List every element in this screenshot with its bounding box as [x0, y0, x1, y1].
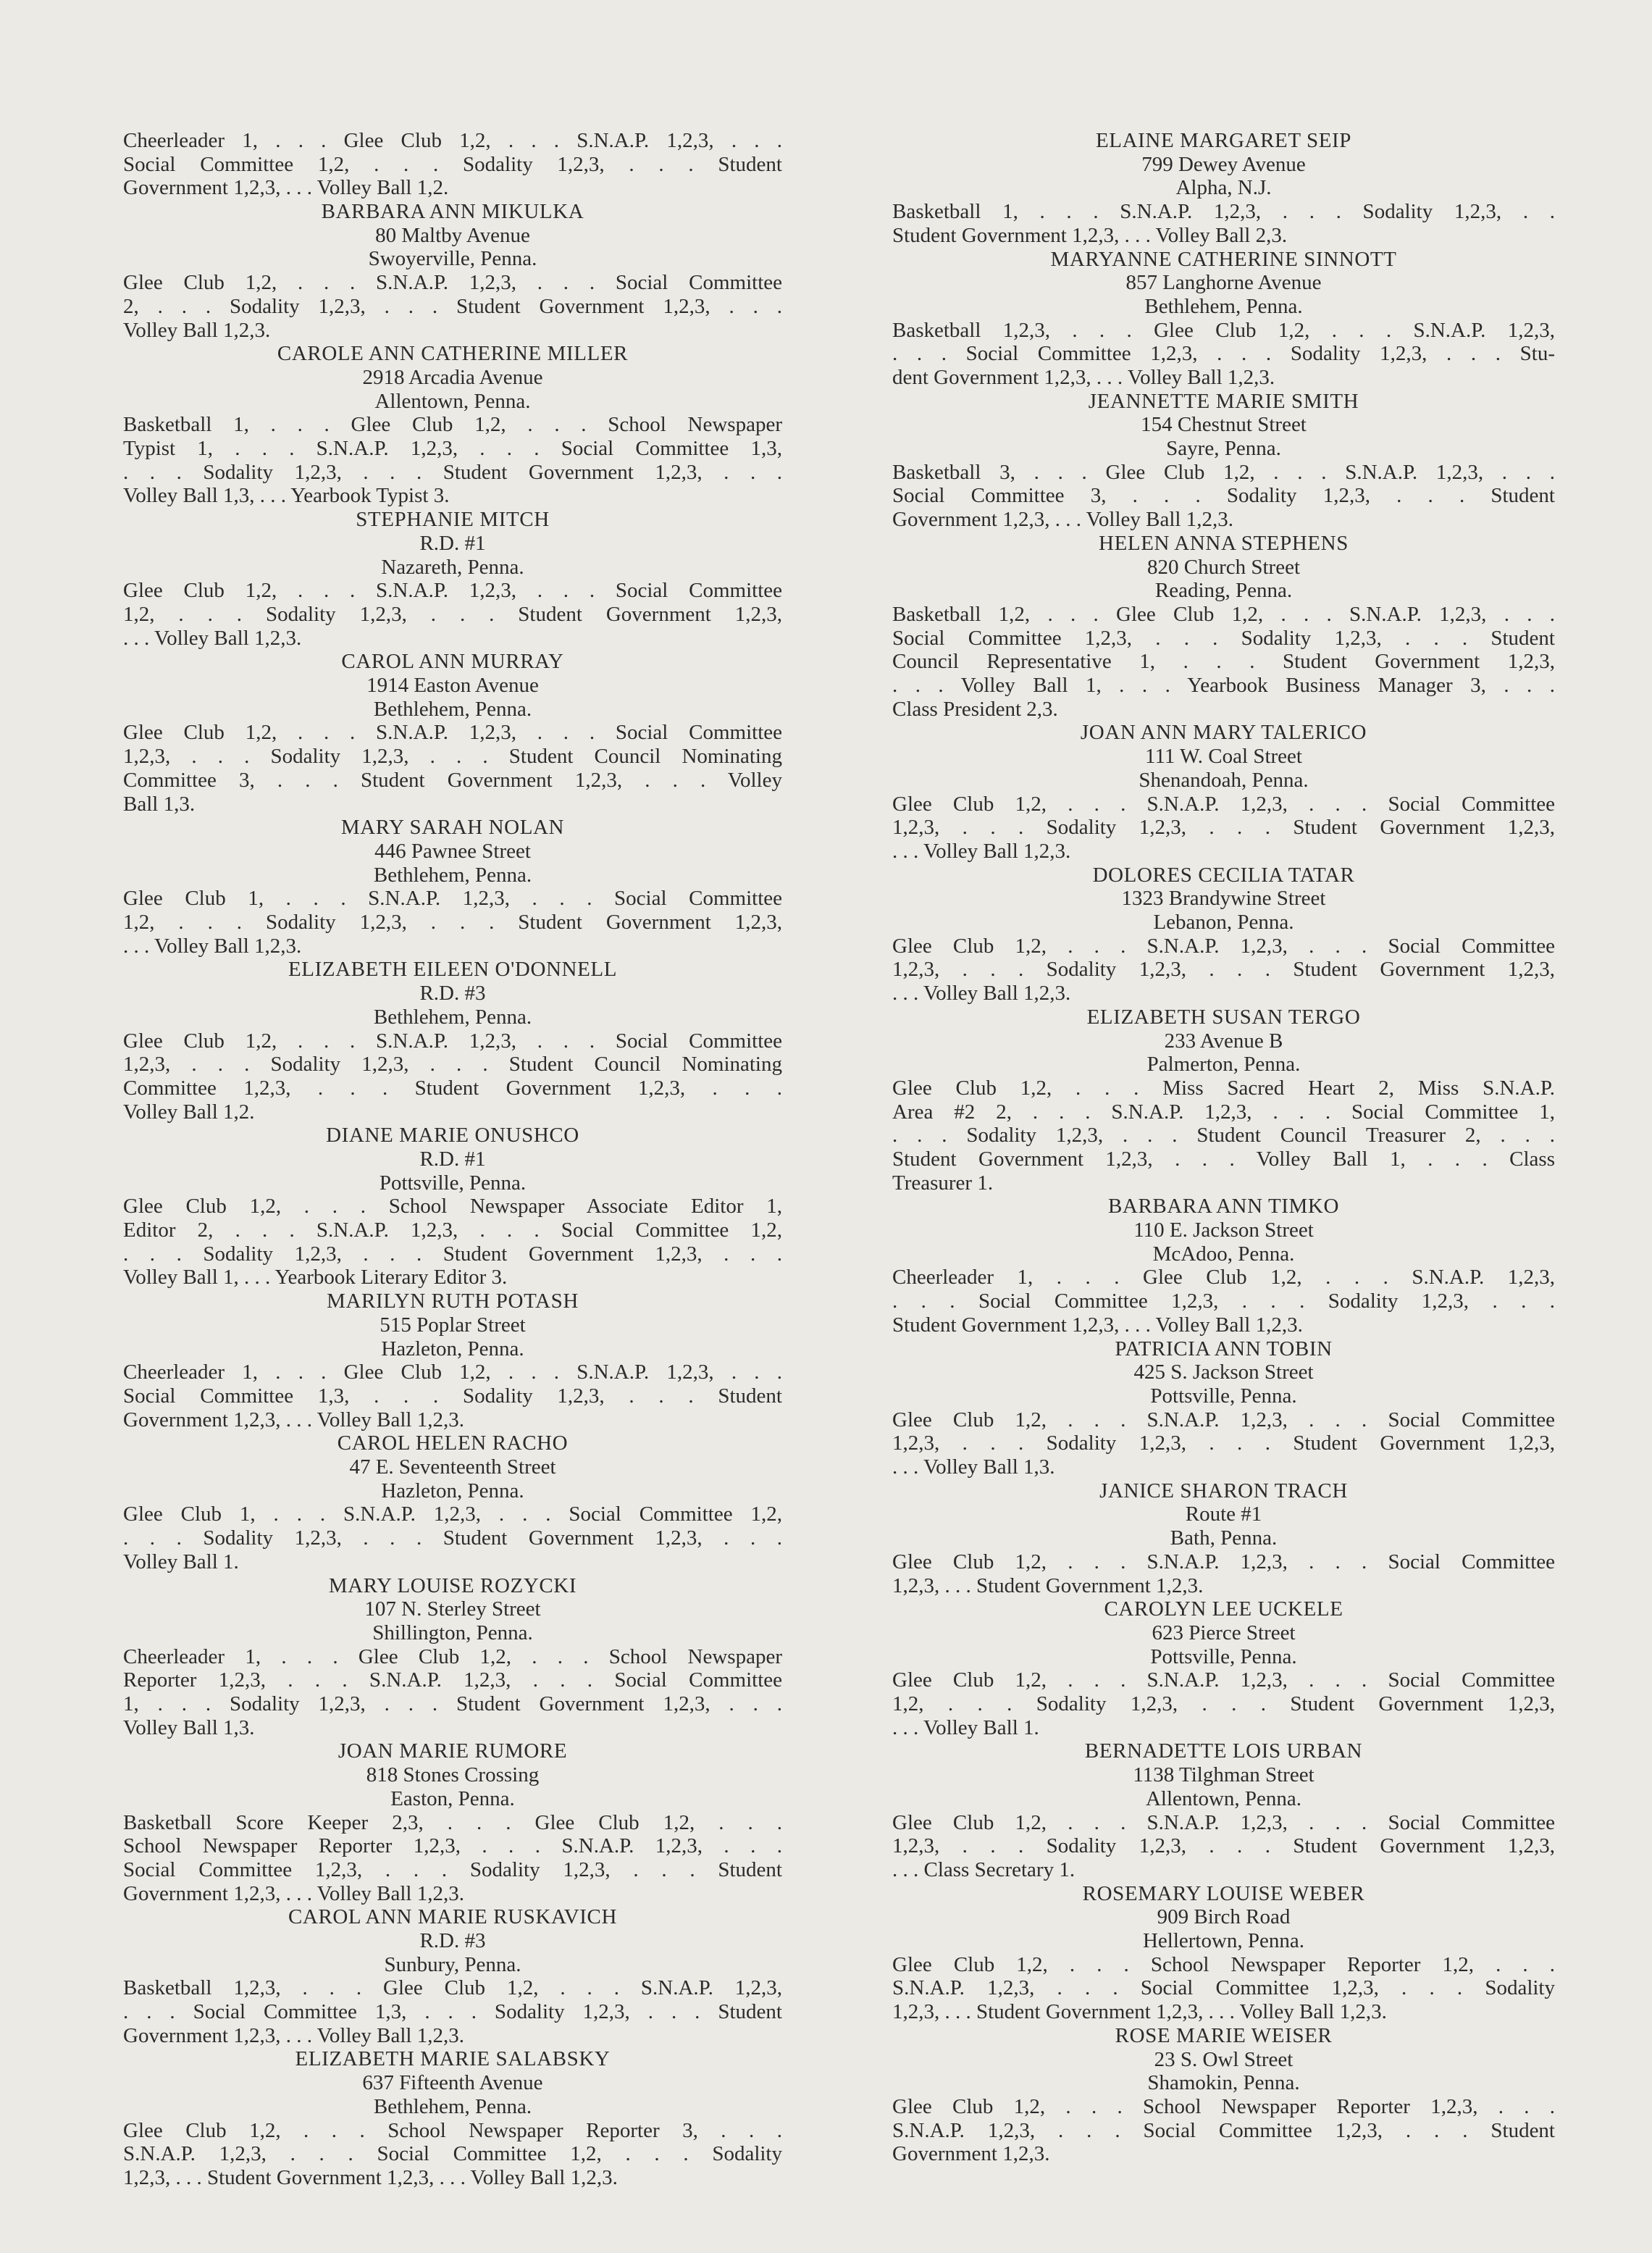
- activities-line: . . . Sodality 1,2,3, . . . Student Council Treasurer 2, . . .: [892, 1124, 1555, 1148]
- activities-line: Basketball 1, . . . Glee Club 1,2, . . . School Newspaper: [123, 413, 782, 437]
- senior-name: STEPHANIE MITCH: [356, 508, 550, 532]
- activities-line: Editor 2, . . . S.N.A.P. 1,2,3, . . . Social Committee 1,2,: [123, 1219, 782, 1242]
- activities-line: S.N.A.P. 1,2,3, . . . Social Committee 1,2, . . . Sodality: [123, 2142, 782, 2166]
- activities-line: Glee Club 1,2, . . . S.N.A.P. 1,2,3, . . . Social Committee: [892, 1408, 1555, 1431]
- activities-line: . . . Volley Ball 1,3.: [892, 1455, 1055, 1479]
- activities-line: . . . Social Committee 1,2,3, . . . Sodality 1,2,3, . . .: [892, 1289, 1555, 1313]
- senior-name: BARBARA ANN TIMKO: [1107, 1195, 1340, 1219]
- street-address: 1323 Brandywine Street: [1121, 887, 1326, 911]
- activities-line: Area #2 2, . . . S.N.A.P. 1,2,3, . . . Social Committee 1,: [892, 1100, 1555, 1124]
- street-address: 23 S. Owl Street: [1154, 2047, 1293, 2071]
- activities-line: Glee Club 1, . . . S.N.A.P. 1,2,3, . . . Social Committee: [123, 887, 782, 911]
- activities-line: . . . Sodality 1,2,3, . . . Student Government 1,2,3, . . .: [123, 1526, 782, 1550]
- activities-line: Glee Club 1,2, . . . S.N.A.P. 1,2,3, . . . Social Committee: [892, 934, 1555, 958]
- city-state: Bethlehem, Penna.: [373, 1005, 532, 1029]
- city-state: Sunbury, Penna.: [384, 1952, 521, 1976]
- activities-line: Government 1,2,3, . . . Volley Ball 1,2,3.: [123, 1881, 464, 1905]
- activities-line: Basketball Score Keeper 2,3, . . . Glee Club 1,2, . . .: [123, 1810, 782, 1834]
- senior-name: MARY SARAH NOLAN: [340, 816, 565, 840]
- senior-entry: [123, 200, 782, 342]
- activities-line: Glee Club 1,2, . . . S.N.A.P. 1,2,3, . . . Social Committee: [123, 1029, 782, 1053]
- activities-line: Council Representative 1, . . . Student Government 1,2,3,: [892, 650, 1555, 674]
- activities-line: . . . Volley Ball 1,2,3.: [892, 839, 1071, 863]
- activities-line: Glee Club 1,2, . . . School Newspaper Reporter 3, . . .: [123, 2118, 782, 2142]
- activities-line: . . . Volley Ball 1,2,3.: [892, 982, 1071, 1006]
- activities-line: Glee Club 1,2, . . . S.N.A.P. 1,2,3, . . . Social Committee: [892, 1810, 1555, 1834]
- city-state: Allentown, Penna.: [1145, 1786, 1302, 1810]
- activities-line: Student Government 1,2,3, . . . Volley Ball 2,3.: [892, 223, 1288, 247]
- senior-name: CAROLE ANN CATHERINE MILLER: [277, 342, 629, 366]
- activities-line: Committee 1,2,3, . . . Student Government 1,2,3, . . .: [123, 1076, 782, 1100]
- activities-line: 1,2,3, . . . Sodality 1,2,3, . . . Student Council Nominating: [123, 1053, 782, 1077]
- activities-line: Volley Ball 1,2,3.: [123, 318, 271, 342]
- street-address: 111 W. Coal Street: [1145, 745, 1302, 769]
- activities-line: S.N.A.P. 1,2,3, . . . Social Committee 1,2,3, . . . Sodality: [892, 1976, 1555, 2000]
- street-address: R.D. #3: [419, 982, 486, 1006]
- activities-line: Social Committee 1,2,3, . . . Sodality 1,2,3, . . . Student: [123, 1857, 782, 1881]
- right-column: [892, 129, 1555, 2166]
- street-address: 515 Poplar Street: [380, 1313, 526, 1337]
- activities-line: . . . Volley Ball 1,2,3.: [123, 934, 302, 958]
- senior-entry: [123, 650, 782, 816]
- senior-entry: [892, 864, 1555, 1006]
- activities-line: Glee Club 1,2, . . . S.N.A.P. 1,2,3, . . . Social Committee: [892, 792, 1555, 816]
- street-address: R.D. #1: [419, 1147, 486, 1171]
- activities-line: 1,2,3, . . . Student Government 1,2,3.: [892, 1573, 1204, 1597]
- city-state: Bethlehem, Penna.: [1144, 294, 1303, 318]
- activities-line: Basketball 3, . . . Glee Club 1,2, . . . S.N.A.P. 1,2,3, . . .: [892, 460, 1555, 484]
- activities-line: Basketball 1,2,3, . . . Glee Club 1,2, . . . S.N.A.P. 1,2,3,: [892, 318, 1555, 342]
- activities-line: Cheerleader 1, . . . Glee Club 1,2, . . . S.N.A.P. 1,2,3,: [892, 1266, 1555, 1289]
- activities-line: 1, . . . Sodality 1,2,3, . . . Student Government 1,2,3, . . .: [123, 1692, 782, 1715]
- street-address: 446 Pawnee Street: [374, 839, 531, 863]
- senior-entry: [123, 1431, 782, 1573]
- senior-name: JEANNETTE MARIE SMITH: [1088, 389, 1359, 413]
- activities-line: Committee 3, . . . Student Government 1,2,3, . . . Volley: [123, 768, 782, 792]
- activities-line: Glee Club 1,2, . . . S.N.A.P. 1,2,3, . . . Social Committee: [123, 579, 782, 603]
- city-state: Swoyerville, Penna.: [368, 247, 537, 271]
- senior-name: ROSE MARIE WEISER: [1115, 2023, 1333, 2047]
- activities-line: . . . Social Committee 1,2,3, . . . Sodality 1,2,3, . . . Stu-: [892, 342, 1555, 366]
- activities-line: Glee Club 1,2, . . . S.N.A.P. 1,2,3, . . . Social Committee: [123, 721, 782, 745]
- senior-entry: [892, 2024, 1555, 2166]
- street-address: 1138 Tilghman Street: [1133, 1763, 1315, 1787]
- senior-entry: [123, 508, 782, 650]
- senior-entry: [123, 342, 782, 508]
- street-address: 857 Langhorne Avenue: [1125, 271, 1322, 295]
- city-state: Bethlehem, Penna.: [373, 697, 532, 721]
- activities-line: . . . Sodality 1,2,3, . . . Student Government 1,2,3, . . .: [123, 460, 782, 484]
- activities-line: 1,2, . . . Sodality 1,2,3, . . . Student Government 1,2,3,: [892, 1692, 1555, 1716]
- senior-name: ELIZABETH MARIE SALABSKY: [295, 2047, 611, 2071]
- city-state: Hellertown, Penna.: [1142, 1929, 1305, 1953]
- senior-entry: [892, 129, 1555, 248]
- activities-line: 1,2,3, . . . Sodality 1,2,3, . . . Student Government 1,2,3,: [892, 958, 1555, 982]
- senior-entry: [123, 1574, 782, 1740]
- activities-line: Basketball 1,2, . . . Glee Club 1,2, . . . S.N.A.P. 1,2,3, . . .: [892, 602, 1555, 626]
- city-state: Easton, Penna.: [390, 1786, 515, 1810]
- activities-line: . . . Volley Ball 1,2,3.: [123, 626, 302, 650]
- senior-name: JOAN MARIE RUMORE: [337, 1739, 568, 1763]
- activities-line: Basketball 1, . . . S.N.A.P. 1,2,3, . . . Sodality 1,2,3, . .: [892, 200, 1555, 224]
- activities-line: School Newspaper Reporter 1,2,3, . . . S.N.A.P. 1,2,3, . . .: [123, 1834, 782, 1858]
- senior-name: BERNADETTE LOIS URBAN: [1084, 1739, 1363, 1763]
- city-state: Shenandoah, Penna.: [1139, 768, 1309, 792]
- senior-name: JOAN ANN MARY TALERICO: [1080, 721, 1367, 745]
- activities-line: . . . Social Committee 1,3, . . . Sodality 1,2,3, . . . Student: [123, 2000, 782, 2024]
- activities-line: Glee Club 1,2, . . . School Newspaper Reporter 1,2,3, . . .: [892, 2094, 1555, 2118]
- activities-line: . . . Volley Ball 1.: [892, 1715, 1039, 1739]
- street-address: 623 Pierce Street: [1152, 1621, 1296, 1644]
- city-state: Shamokin, Penna.: [1147, 2071, 1300, 2095]
- activities-line: 2, . . . Sodality 1,2,3, . . . Student Government 1,2,3, . . .: [123, 294, 782, 318]
- senior-name: DOLORES CECILIA TATAR: [1092, 863, 1355, 887]
- activities-line: Student Government 1,2,3, . . . Volley Ball 1, . . . Class: [892, 1147, 1555, 1171]
- activities-line: . . . Volley Ball 1, . . . Yearbook Business Manager 3, . . .: [892, 674, 1555, 698]
- street-address: 818 Stones Crossing: [366, 1763, 540, 1787]
- activities-line: . . . Sodality 1,2,3, . . . Student Government 1,2,3, . . .: [123, 1242, 782, 1266]
- activities-line: Glee Club 1,2, . . . S.N.A.P. 1,2,3, . . . Social Committee: [123, 271, 782, 295]
- senior-entry: [892, 1597, 1555, 1739]
- activities-line: dent Government 1,2,3, . . . Volley Ball 1,2,3.: [892, 365, 1275, 389]
- senior-name: JANICE SHARON TRACH: [1099, 1479, 1348, 1502]
- activities-line: Volley Ball 1.: [123, 1550, 239, 1573]
- senior-entry: [123, 2047, 782, 2189]
- activities-line: Basketball 1,2,3, . . . Glee Club 1,2, . . . S.N.A.P. 1,2,3,: [123, 1976, 782, 2000]
- activities-line: Treasurer 1.: [892, 1171, 994, 1195]
- activities-line: Volley Ball 1, . . . Yearbook Literary Editor 3.: [123, 1266, 508, 1289]
- city-state: Palmerton, Penna.: [1146, 1053, 1301, 1077]
- senior-entry: [892, 1882, 1555, 2024]
- activities-line: Volley Ball 1,3, . . . Yearbook Typist 3.: [123, 484, 450, 508]
- city-state: Bethlehem, Penna.: [373, 863, 532, 887]
- senior-name: MARYANNE CATHERINE SINNOTT: [1050, 247, 1397, 271]
- senior-entry: [892, 1739, 1555, 1881]
- activities-line: Glee Club 1, . . . S.N.A.P. 1,2,3, . . . Social Committee 1,2,: [123, 1502, 782, 1526]
- activities-line: Ball 1,3.: [123, 792, 196, 816]
- activities-line: Government 1,2,3, . . . Volley Ball 1,2,3.: [123, 1408, 464, 1431]
- senior-name: PATRICIA ANN TOBIN: [1115, 1337, 1333, 1360]
- street-address: 637 Fifteenth Avenue: [362, 2071, 543, 2095]
- senior-name: MARILYN RUTH POTASH: [327, 1289, 579, 1313]
- activities-line: 1,2,3, . . . Sodality 1,2,3, . . . Student Government 1,2,3,: [892, 1834, 1555, 1858]
- activities-line: 1,2,3, . . . Sodality 1,2,3, . . . Student Council Nominating: [123, 745, 782, 769]
- street-address: 107 N. Sterley Street: [364, 1597, 541, 1621]
- senior-name: HELEN ANNA STEPHENS: [1099, 531, 1349, 555]
- senior-entry: [123, 1289, 782, 1431]
- senior-entry: [892, 532, 1555, 722]
- city-state: Shillington, Penna.: [372, 1621, 533, 1644]
- street-address: R.D. #3: [419, 1928, 486, 1952]
- street-address: 2918 Arcadia Avenue: [362, 365, 543, 389]
- activities-line: . . . Class Secretary 1.: [892, 1857, 1076, 1881]
- activities-line: Student Government 1,2,3, . . . Volley Ball 1,2,3.: [892, 1313, 1303, 1337]
- street-address: 1914 Easton Avenue: [366, 674, 539, 698]
- senior-name: ELIZABETH EILEEN O'DONNELL: [288, 958, 618, 982]
- senior-entry: [892, 248, 1555, 390]
- activities-line: 1,2,3, . . . Sodality 1,2,3, . . . Student Government 1,2,3,: [892, 816, 1555, 840]
- street-address: 110 E. Jackson Street: [1133, 1219, 1314, 1242]
- senior-entry: [123, 958, 782, 1124]
- city-state: Reading, Penna.: [1154, 579, 1293, 603]
- activities-line: S.N.A.P. 1,2,3, . . . Social Committee 1,2,3, . . . Student: [892, 2118, 1555, 2142]
- city-state: Hazleton, Penna.: [381, 1337, 524, 1360]
- activities-line: Glee Club 1,2, . . . School Newspaper Associate Editor 1,: [123, 1195, 782, 1219]
- senior-name: CAROL ANN MURRAY: [341, 650, 564, 674]
- activities-line: 1,2,3, . . . Student Government 1,2,3, . . . Volley Ball 1,2,3.: [123, 2165, 618, 2189]
- activities-line: Cheerleader 1, . . . Glee Club 1,2, . . . School Newspaper: [123, 1644, 782, 1668]
- city-state: Alpha, N.J.: [1175, 176, 1272, 200]
- activities-line: Government 1,2,3, . . . Volley Ball 1,2.: [123, 176, 449, 200]
- senior-name: MARY LOUISE ROZYCKI: [328, 1573, 577, 1597]
- senior-entry: [892, 1479, 1555, 1598]
- activities-line: 1,2, . . . Sodality 1,2,3, . . . Student Government 1,2,3,: [123, 602, 782, 626]
- activities-line: Social Committee 3, . . . Sodality 1,2,3, . . . Student: [892, 484, 1555, 508]
- activities-line: 1,2, . . . Sodality 1,2,3, . . . Student Government 1,2,3,: [123, 911, 782, 934]
- activities-line: Volley Ball 1,2.: [123, 1100, 255, 1124]
- street-address: 799 Dewey Avenue: [1141, 152, 1306, 176]
- activities-line: Social Committee 1,3, . . . Sodality 1,2,3, . . . Student: [123, 1384, 782, 1408]
- city-state: Nazareth, Penna.: [381, 555, 524, 579]
- activities-line: Government 1,2,3, . . . Volley Ball 1,2,3.: [892, 508, 1233, 532]
- city-state: Pottsville, Penna.: [1150, 1384, 1297, 1408]
- left-column: [123, 129, 782, 2190]
- city-state: Pottsville, Penna.: [379, 1171, 527, 1195]
- activities-line: Glee Club 1,2, . . . S.N.A.P. 1,2,3, . . . Social Committee: [892, 1668, 1555, 1692]
- activities-line: Glee Club 1,2, . . . S.N.A.P. 1,2,3, . . . Social Committee: [892, 1550, 1555, 1573]
- street-address: 425 S. Jackson Street: [1133, 1360, 1314, 1384]
- senior-entry: [123, 1905, 782, 2047]
- activities-line: Volley Ball 1,3.: [123, 1715, 255, 1739]
- senior-entry: [892, 1195, 1555, 1337]
- senior-name: DIANE MARIE ONUSHCO: [326, 1124, 579, 1148]
- senior-name: ROSEMARY LOUISE WEBER: [1082, 1881, 1365, 1905]
- senior-name: ELAINE MARGARET SEIP: [1095, 129, 1352, 152]
- city-state: Allentown, Penna.: [374, 389, 531, 413]
- street-address: 233 Avenue B: [1164, 1029, 1283, 1053]
- street-address: 47 E. Seventeenth Street: [349, 1455, 556, 1479]
- activities-line: Glee Club 1,2, . . . School Newspaper Reporter 1,2, . . .: [892, 1952, 1555, 1976]
- activities-line: 1,2,3, . . . Sodality 1,2,3, . . . Student Government 1,2,3,: [892, 1431, 1555, 1455]
- city-state: Bath, Penna.: [1170, 1526, 1278, 1550]
- street-address: Route #1: [1185, 1502, 1262, 1526]
- activities-line: Class President 2,3.: [892, 697, 1058, 721]
- city-state: Pottsville, Penna.: [1150, 1644, 1297, 1668]
- street-address: R.D. #1: [419, 531, 486, 555]
- activities-line: Glee Club 1,2, . . . Miss Sacred Heart 2, Miss S.N.A.P.: [892, 1076, 1555, 1100]
- activities-line: 1,2,3, . . . Student Government 1,2,3, . . . Volley Ball 1,2,3.: [892, 2000, 1387, 2024]
- city-state: Sayre, Penna.: [1166, 437, 1281, 461]
- city-state: McAdoo, Penna.: [1152, 1242, 1295, 1266]
- senior-entry: [892, 1006, 1555, 1195]
- activities-line: Cheerleader 1, . . . Glee Club 1,2, . . . S.N.A.P. 1,2,3, . . .: [123, 1360, 782, 1384]
- city-state: Hazleton, Penna.: [381, 1479, 524, 1502]
- activities-line: Reporter 1,2,3, . . . S.N.A.P. 1,2,3, . . . Social Committee: [123, 1668, 782, 1692]
- activities-line: Government 1,2,3, . . . Volley Ball 1,2,3.: [123, 2023, 464, 2047]
- street-address: 154 Chestnut Street: [1141, 413, 1307, 437]
- senior-name: BARBARA ANN MIKULKA: [321, 200, 584, 224]
- senior-name: CAROL HELEN RACHO: [337, 1431, 569, 1455]
- senior-name: ELIZABETH SUSAN TERGO: [1086, 1005, 1361, 1029]
- street-address: 820 Church Street: [1146, 555, 1300, 579]
- senior-name: CAROLYN LEE UCKELE: [1104, 1597, 1343, 1621]
- street-address: 909 Birch Road: [1157, 1905, 1291, 1929]
- activities-line: Cheerleader 1, . . . Glee Club 1,2, . . . S.N.A.P. 1,2,3, . . .: [123, 129, 782, 152]
- senior-entry: [123, 129, 782, 200]
- senior-entry: [123, 1739, 782, 1905]
- activities-line: Social Committee 1,2, . . . Sodality 1,2,3, . . . Student: [123, 152, 782, 176]
- senior-entry: [892, 1337, 1555, 1479]
- senior-entry: [892, 390, 1555, 532]
- street-address: 80 Maltby Avenue: [375, 223, 530, 247]
- activities-line: Government 1,2,3.: [892, 2142, 1050, 2166]
- activities-line: Social Committee 1,2,3, . . . Sodality 1,2,3, . . . Student: [892, 626, 1555, 650]
- senior-entry: [123, 816, 782, 958]
- senior-name: CAROL ANN MARIE RUSKAVICH: [288, 1905, 618, 1929]
- city-state: Bethlehem, Penna.: [373, 2094, 532, 2118]
- city-state: Lebanon, Penna.: [1153, 911, 1294, 935]
- senior-entry: [892, 721, 1555, 863]
- activities-line: Typist 1, . . . S.N.A.P. 1,2,3, . . . Social Committee 1,3,: [123, 437, 782, 461]
- senior-entry: [123, 1124, 782, 1289]
